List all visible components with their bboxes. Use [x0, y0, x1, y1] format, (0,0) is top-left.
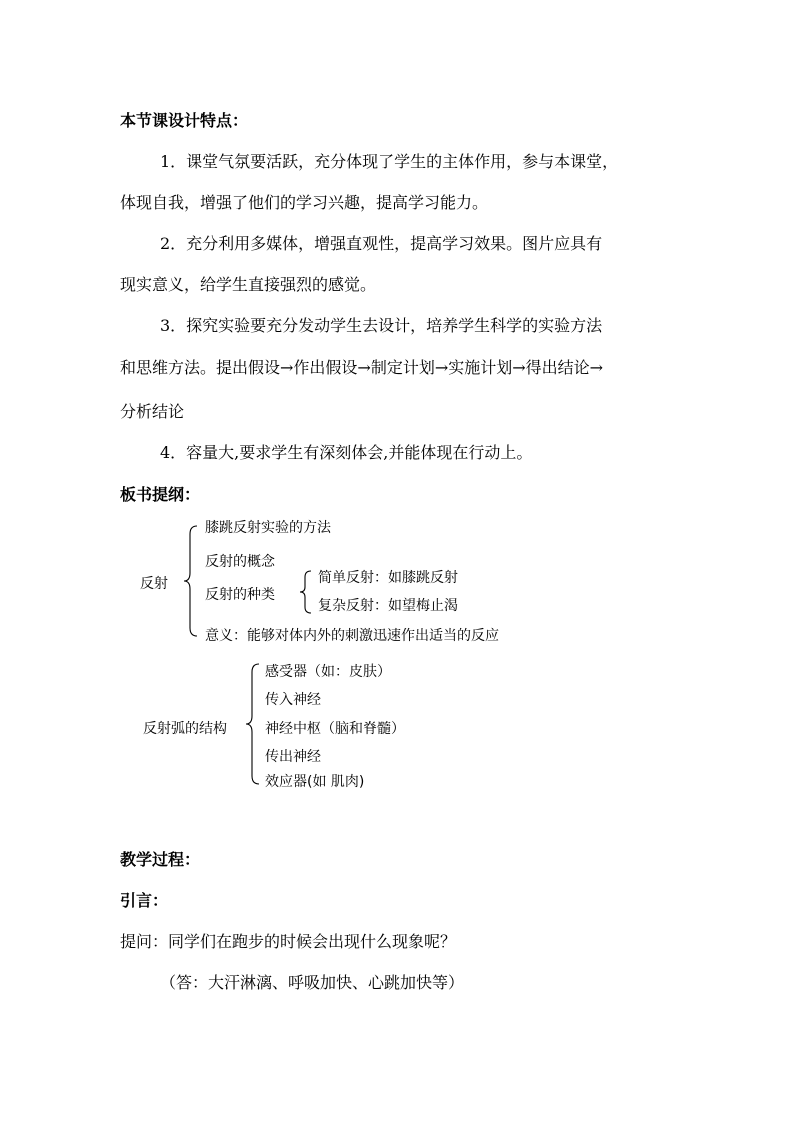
reflex-arc-afferent: 传入神经	[265, 692, 321, 708]
reflex-label: 反射	[140, 576, 168, 592]
feature-1-line-2: 体现自我，增强了他们的学习兴趣，提高学习能力。	[120, 193, 489, 212]
feature-2-line-1: 2．充分利用多媒体，增强直观性，提高学习效果。图片应具有	[160, 234, 603, 253]
reflex-item-method: 膝跳反射实验的方法	[205, 520, 331, 536]
reflex-arc-efferent: 传出神经	[265, 749, 321, 765]
reflex-item-types: 反射的种类	[205, 587, 275, 603]
simple-reflex: 简单反射：如膝跳反射	[318, 570, 458, 586]
teaching-process-title: 教学过程：	[120, 850, 201, 869]
reflex-arc-receptor: 感受器（如：皮肤）	[265, 664, 391, 680]
feature-4-line-1: 4．容量大,要求学生有深刻体会,并能体现在行动上。	[160, 443, 533, 462]
intro-question: 提问：同学们在跑步的时候会出现什么现象呢？	[120, 932, 457, 951]
complex-reflex: 复杂反射：如望梅止渴	[318, 598, 458, 614]
reflex-brace	[184, 526, 198, 636]
feature-3-line-1: 3．探究实验要充分发动学生去设计，培养学生科学的实验方法	[160, 316, 603, 335]
reflex-arc-center: 神经中枢（脑和脊髓）	[265, 721, 405, 737]
board-outline-title: 板书提纲：	[120, 485, 201, 504]
design-features-title: 本节课设计特点：	[120, 111, 249, 130]
feature-1-line-1: 1．课堂气氛要活跃，充分体现了学生的主体作用，参与本课堂，	[160, 152, 619, 171]
feature-2-line-2: 现实意义，给学生直接强烈的感觉。	[120, 275, 377, 294]
reflex-arc-effector: 效应器(如 肌肉)	[265, 774, 365, 790]
reflex-item-significance: 意义：能够对体内外的刺激迅速作出适当的反应	[205, 628, 499, 644]
feature-3-line-3: 分析结论	[120, 402, 185, 421]
reflex-item-concept: 反射的概念	[205, 554, 275, 570]
intro-title: 引言：	[120, 891, 169, 910]
feature-3-line-2: 和思维方法。提出假设→作出假设→制定计划→实施计划→得出结论→	[120, 358, 604, 377]
reflex-arc-brace	[246, 664, 260, 784]
intro-answer: （答：大汗淋漓、呼吸加快、心跳加快等）	[160, 973, 465, 992]
reflex-arc-label: 反射弧的结构	[143, 721, 227, 737]
reflex-types-brace	[300, 571, 312, 613]
